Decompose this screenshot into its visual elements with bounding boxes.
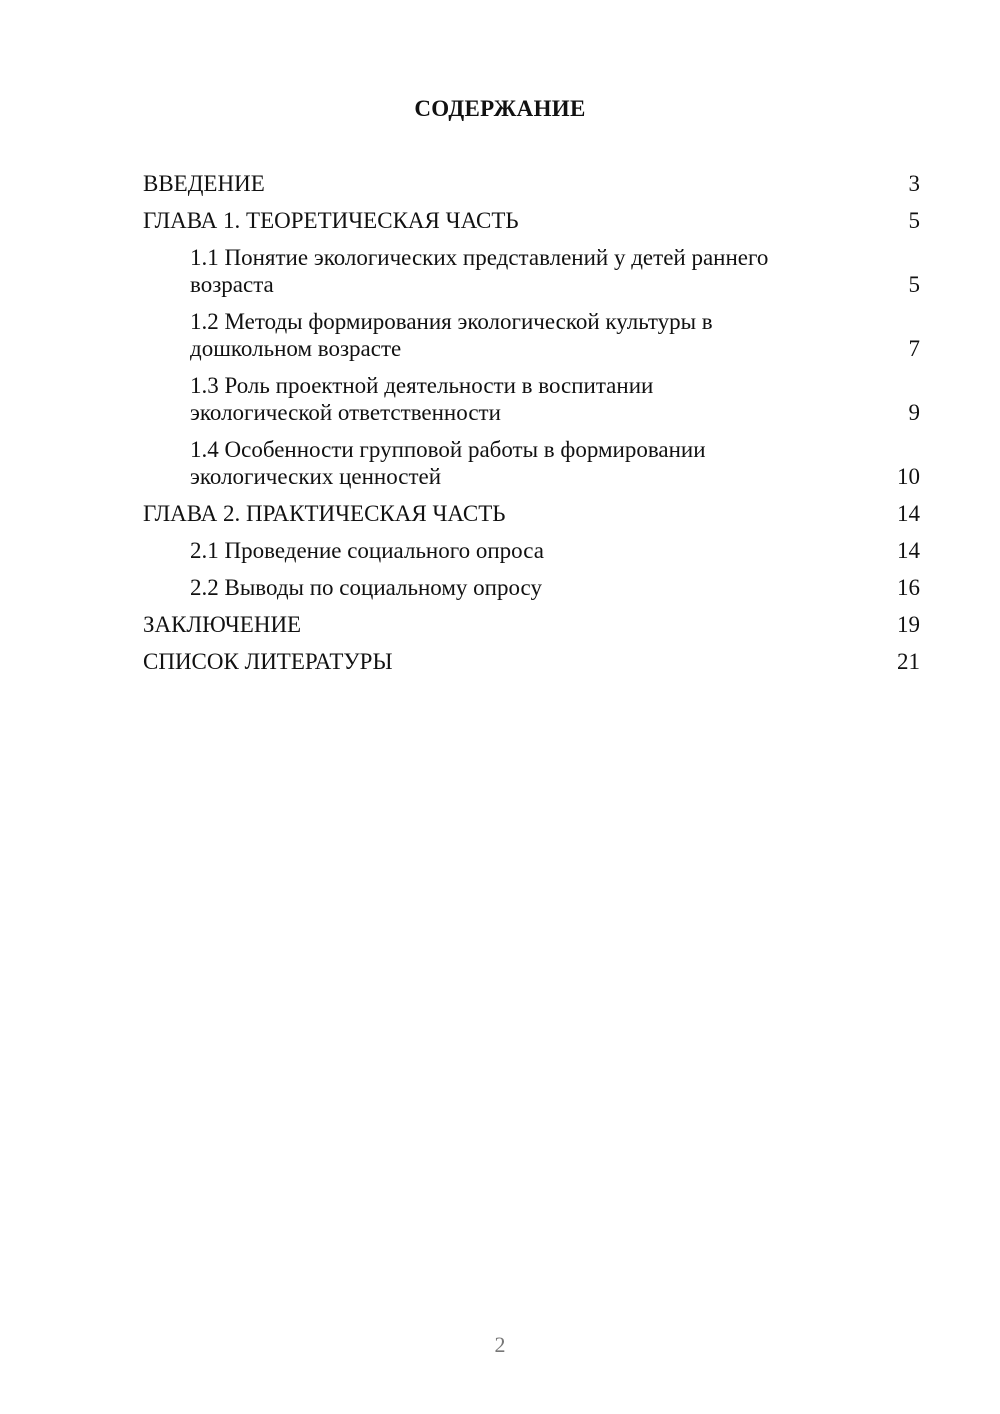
- toc-entry-page: 3: [908, 171, 920, 196]
- toc-entry-label-line: 1.3 Роль проектной деятельности в воспитании: [190, 373, 654, 398]
- toc-entry-conclusion[interactable]: [143, 611, 920, 638]
- toc-entry-page: 10: [897, 464, 920, 489]
- page-number: 2: [494, 1332, 506, 1357]
- toc-entry-section-1-4[interactable]: [143, 436, 920, 490]
- toc-entry-label-line: экологической ответственности: [190, 400, 501, 425]
- toc-entry-section-2-2[interactable]: [143, 574, 920, 601]
- toc-entry-label: [190, 244, 768, 298]
- toc-entry-label: 2.2 Выводы по социальному опросу: [190, 575, 542, 600]
- toc-entry-page: 14: [897, 538, 920, 563]
- toc-entry-section-1-2[interactable]: [143, 308, 920, 362]
- toc-entry-label-line: 1.2 Методы формирования экологической культуры в: [190, 309, 713, 334]
- toc-entry-label: ГЛАВА 2. ПРАКТИЧЕСКАЯ ЧАСТЬ: [143, 501, 506, 526]
- toc-entry-label: СПИСОК ЛИТЕРАТУРЫ: [143, 649, 393, 674]
- toc-entry-references[interactable]: [143, 648, 920, 675]
- toc-entry-label-line: 1.1 Понятие экологических представлений у детей раннего: [190, 245, 769, 270]
- toc-entry-chapter-1[interactable]: [143, 207, 920, 234]
- toc-entry-section-1-1[interactable]: [143, 244, 920, 298]
- toc-entry-page: 19: [897, 612, 920, 637]
- toc-entry-label-line: 1.4 Особенности групповой работы в формировании: [190, 437, 706, 462]
- toc-entry-page: 16: [897, 575, 920, 600]
- toc-entry-label: [190, 308, 713, 362]
- toc-entry-label: ВВЕДЕНИЕ: [143, 171, 265, 196]
- toc-entry-label: [190, 436, 706, 490]
- toc-entry-page: 7: [908, 336, 920, 361]
- toc-entry-label: ГЛАВА 1. ТЕОРЕТИЧЕСКАЯ ЧАСТЬ: [143, 208, 519, 233]
- toc-entry-page: 5: [908, 208, 920, 233]
- toc-entry-label-line: дошкольном возрасте: [190, 336, 402, 361]
- toc-entry-label: 2.1 Проведение социального опроса: [190, 538, 544, 563]
- toc-entry-section-2-1[interactable]: [143, 537, 920, 564]
- toc-entry-label-line: возраста: [190, 272, 274, 297]
- toc-entry-page: 21: [897, 649, 920, 674]
- toc-entry-chapter-2[interactable]: [143, 500, 920, 527]
- toc-entry-section-1-3[interactable]: [143, 372, 920, 426]
- toc-entry-page: 9: [908, 400, 920, 425]
- toc-entry-page: 14: [897, 501, 920, 526]
- table-of-contents: [143, 170, 920, 685]
- toc-title: СОДЕРЖАНИЕ: [414, 96, 586, 121]
- toc-entry-label: ЗАКЛЮЧЕНИЕ: [143, 612, 302, 637]
- toc-entry-introduction[interactable]: [143, 170, 920, 197]
- toc-entry-label-line: экологических ценностей: [190, 464, 442, 489]
- toc-entry-label: [190, 372, 653, 426]
- toc-entry-page: 5: [908, 272, 920, 297]
